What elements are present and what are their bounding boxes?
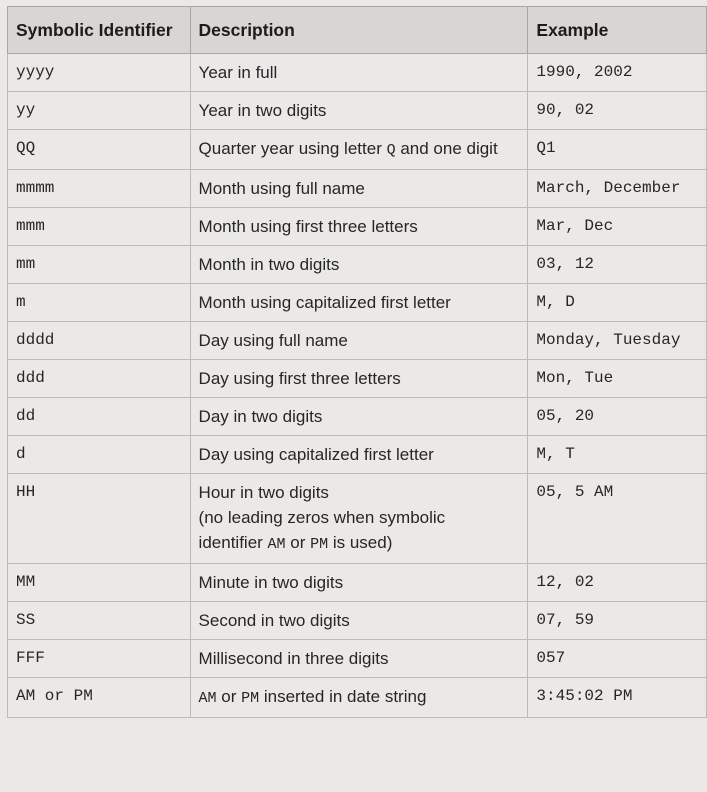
- desc-text: or: [285, 533, 311, 552]
- desc-text: or: [216, 687, 242, 706]
- table-row: [8, 284, 707, 322]
- cell-description: Second in two digits: [190, 602, 528, 640]
- cell-identifier: AM or PM: [8, 678, 191, 718]
- desc-text: inserted in date string: [259, 687, 427, 706]
- cell-example: 12, 02: [528, 564, 707, 602]
- header-description: Description: [190, 7, 528, 54]
- desc-text: is used): [328, 533, 393, 552]
- desc-code: AM: [198, 690, 217, 707]
- cell-example: 03, 12: [528, 246, 707, 284]
- table-row: [8, 322, 707, 360]
- cell-description: Day using full name: [190, 322, 528, 360]
- table-row: [8, 564, 707, 602]
- header-symbolic-identifier: Symbolic Identifier: [8, 7, 191, 54]
- cell-identifier: dd: [8, 398, 191, 436]
- cell-identifier: mmm: [8, 208, 191, 246]
- cell-description: Month using full name: [190, 170, 528, 208]
- cell-identifier: m: [8, 284, 191, 322]
- cell-description: [190, 130, 528, 170]
- table-row: [8, 640, 707, 678]
- table-row: [8, 130, 707, 170]
- cell-example: 07, 59: [528, 602, 707, 640]
- cell-identifier: d: [8, 436, 191, 474]
- cell-description: Day in two digits: [190, 398, 528, 436]
- table-row: [8, 246, 707, 284]
- cell-identifier: HH: [8, 474, 191, 564]
- table-header-row: [8, 7, 707, 54]
- desc-text: Quarter year using letter: [198, 139, 387, 158]
- cell-identifier: dddd: [8, 322, 191, 360]
- cell-example: Q1: [528, 130, 707, 170]
- desc-text: identifier: [198, 533, 268, 552]
- cell-example: 3:45:02 PM: [528, 678, 707, 718]
- cell-identifier: QQ: [8, 130, 191, 170]
- cell-description: Month in two digits: [190, 246, 528, 284]
- cell-example: 05, 20: [528, 398, 707, 436]
- table-row: [8, 398, 707, 436]
- desc-line: Hour in two digits: [198, 483, 329, 502]
- cell-description: Year in two digits: [190, 92, 528, 130]
- date-format-table: [7, 6, 707, 718]
- header-example: Example: [528, 7, 707, 54]
- cell-identifier: MM: [8, 564, 191, 602]
- cell-example: Monday, Tuesday: [528, 322, 707, 360]
- cell-example: 05, 5 AM: [528, 474, 707, 564]
- cell-description: Month using capitalized first letter: [190, 284, 528, 322]
- table-row: [8, 92, 707, 130]
- cell-example: 057: [528, 640, 707, 678]
- cell-description: Month using first three letters: [190, 208, 528, 246]
- desc-code: PM: [241, 690, 260, 707]
- cell-example: M, T: [528, 436, 707, 474]
- cell-description: Day using first three letters: [190, 360, 528, 398]
- cell-example: 90, 02: [528, 92, 707, 130]
- table-row: [8, 170, 707, 208]
- cell-description: Minute in two digits: [190, 564, 528, 602]
- cell-description: Day using capitalized first letter: [190, 436, 528, 474]
- cell-example: 1990, 2002: [528, 54, 707, 92]
- table-row: [8, 208, 707, 246]
- cell-example: M, D: [528, 284, 707, 322]
- desc-line: (no leading zeros when symbolic: [198, 508, 446, 527]
- table-row: [8, 474, 707, 564]
- cell-identifier: FFF: [8, 640, 191, 678]
- table-row: [8, 360, 707, 398]
- cell-identifier: SS: [8, 602, 191, 640]
- cell-identifier: ddd: [8, 360, 191, 398]
- cell-description: [190, 678, 528, 718]
- cell-identifier: yyyy: [8, 54, 191, 92]
- cell-description: [190, 474, 528, 564]
- desc-code: PM: [310, 536, 329, 553]
- cell-identifier: mmmm: [8, 170, 191, 208]
- cell-example: March, December: [528, 170, 707, 208]
- table-row: [8, 678, 707, 718]
- table-row: [8, 436, 707, 474]
- desc-code: Q: [386, 142, 396, 159]
- cell-description: Year in full: [190, 54, 528, 92]
- cell-identifier: yy: [8, 92, 191, 130]
- table-row: [8, 54, 707, 92]
- table-row: [8, 602, 707, 640]
- desc-code: AM: [267, 536, 286, 553]
- cell-example: Mon, Tue: [528, 360, 707, 398]
- desc-text: and one digit: [395, 139, 498, 158]
- cell-description: Millisecond in three digits: [190, 640, 528, 678]
- cell-example: Mar, Dec: [528, 208, 707, 246]
- cell-identifier: mm: [8, 246, 191, 284]
